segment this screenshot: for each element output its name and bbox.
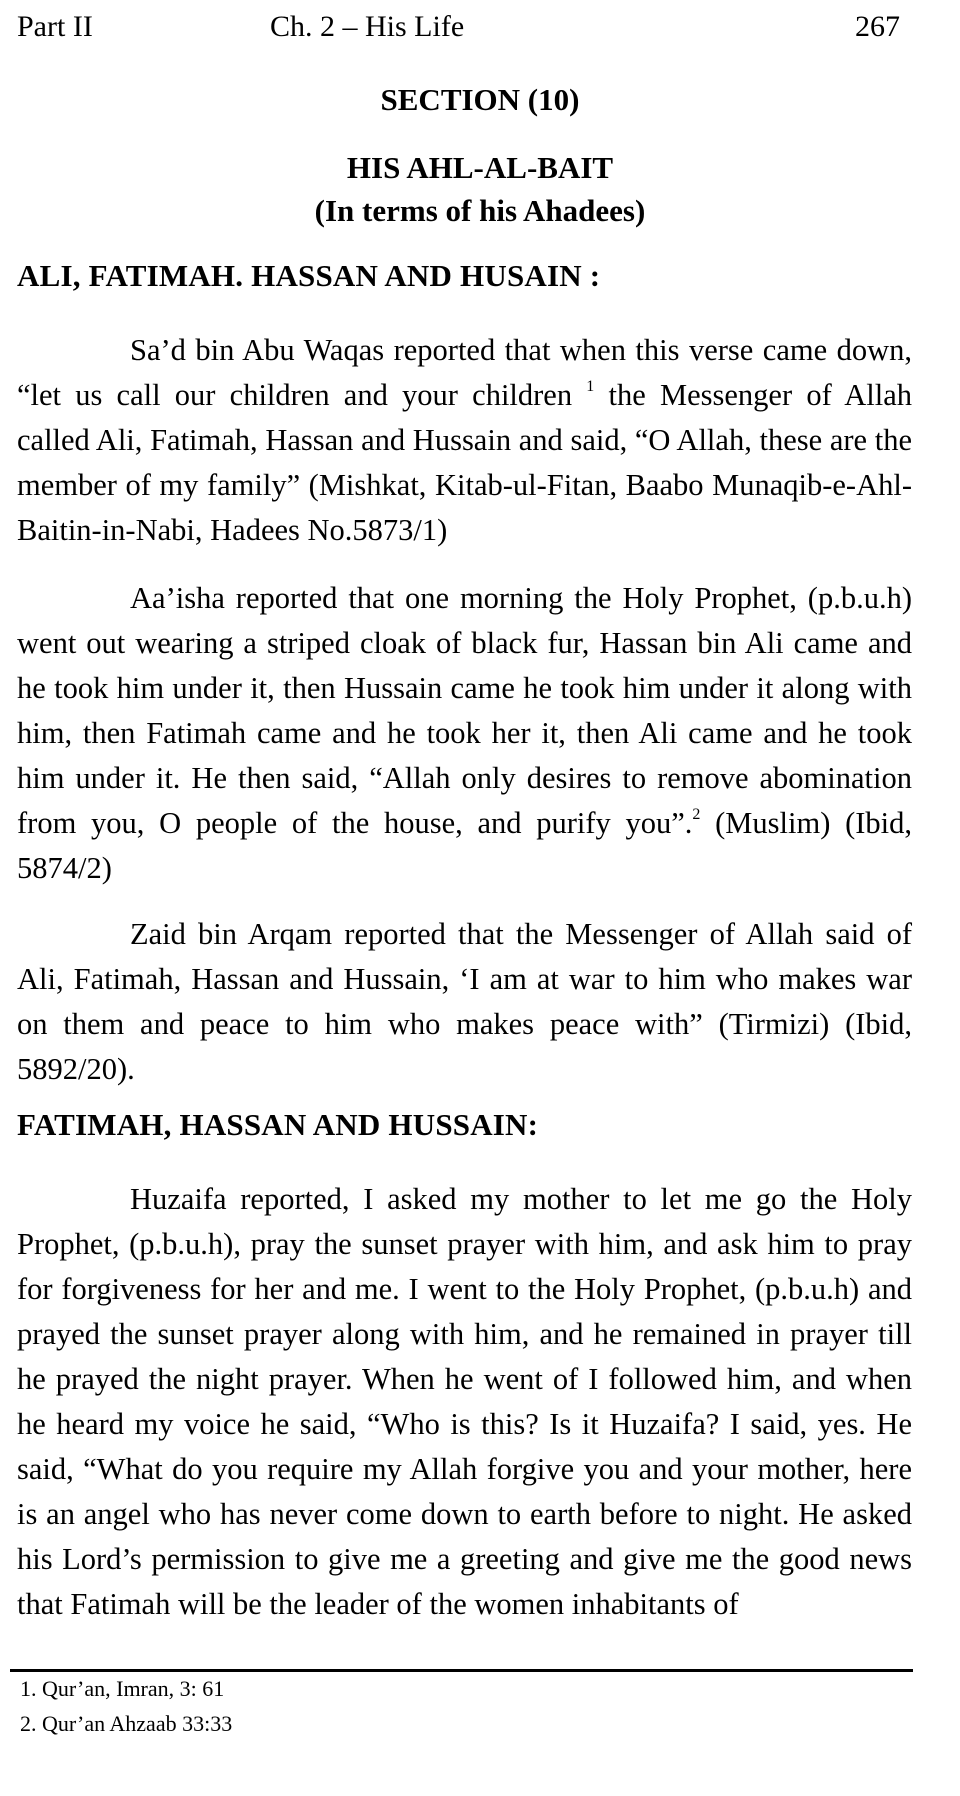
paragraph-text: Sa’d bin Abu Waqas reported that when this verse came down, “let us call our children and your children [17, 333, 912, 412]
footnote-ref-2: 2 [692, 806, 701, 823]
paragraph-zaid-bin-arqam: Zaid bin Arqam reported that the Messenger of Allah said of Ali, Fatimah, Hassan and Hussain, ‘I am at war to him who makes war on them and peace to him who makes peace with” (Tirmizi) (Ibid, 5892/20). [17, 917, 912, 1086]
footnote-text: Qur’an, Imran, 3: 61 [42, 1676, 225, 1701]
footnote-number: 1. [20, 1676, 37, 1701]
paragraph-text: Aa’isha reported that one morning the Holy Prophet, (p.b.u.h) went out wearing a striped cloak of black fur, Hassan bin Ali came and he took him under it, then Hussain came he took him under it along with him, then Fatimah came and he took her it, then Ali came and he took him under it. He then said, “Allah only desires to remove abomination from you, O people of the house, and purify you”. [17, 581, 912, 840]
footnote-1 [20, 1676, 224, 1702]
footnote-2 [20, 1711, 232, 1737]
paragraph-huzaifa: Huzaifa reported, I asked my mother to let me go the Holy Prophet, (p.b.u.h), pray the sunset prayer with him, and ask him to pray for forgiveness for her and me. I went to the Holy Prophet, (p.b.u.h) and prayed the sunset prayer along with him, and he remained in prayer till he prayed the night prayer. When he went of I followed him, and when he heard my voice he said, “Who is this? Is it Huzaifa? I said, yes. He said, “What do you require my Allah forgive you and your mother, here is an angel who has never come down to earth before to night. He asked his Lord’s permission to give me a greeting and give me the good news that Fatimah will be the leader of the women inhabitants of [17, 1182, 912, 1621]
footnote-text: Qur’an Ahzaab 33:33 [42, 1711, 233, 1736]
chapter-subtitle: (In terms of his Ahadees) [314, 193, 646, 228]
paragraph-text: (Muslim) (Ibid, 5874/2) [17, 806, 912, 885]
footnote-number: 2. [20, 1711, 37, 1736]
running-header [17, 10, 900, 50]
chapter-label: Ch. 2 – His Life [270, 10, 465, 43]
footnote-ref-1: 1 [586, 378, 595, 395]
page-number: 267 [855, 10, 900, 43]
paragraph-text: the Messenger of Allah called Ali, Fatimah, Hassan and Hussain and said, “O Allah, these are the member of my family” (Mishkat, Kitab-ul-Fitan, Baabo Munaqib-e-Ahl-Baitin-in-Nabi, Hadees No.5873/1) [17, 378, 913, 547]
footnote-separator [10, 1669, 913, 1672]
section-title: SECTION (10) [380, 82, 580, 117]
paragraph-aaisha [17, 576, 912, 891]
part-label: Part II [17, 10, 93, 43]
heading-ali-fatimah-hassan-husain: ALI, FATIMAH. HASSAN AND HUSAIN : [17, 258, 601, 293]
chapter-title: HIS AHL-AL-BAIT [346, 150, 614, 185]
heading-fatimah-hassan-hussain: FATIMAH, HASSAN AND HUSSAIN: [17, 1107, 539, 1142]
paragraph-sad-bin-abu-waqas [17, 328, 912, 553]
